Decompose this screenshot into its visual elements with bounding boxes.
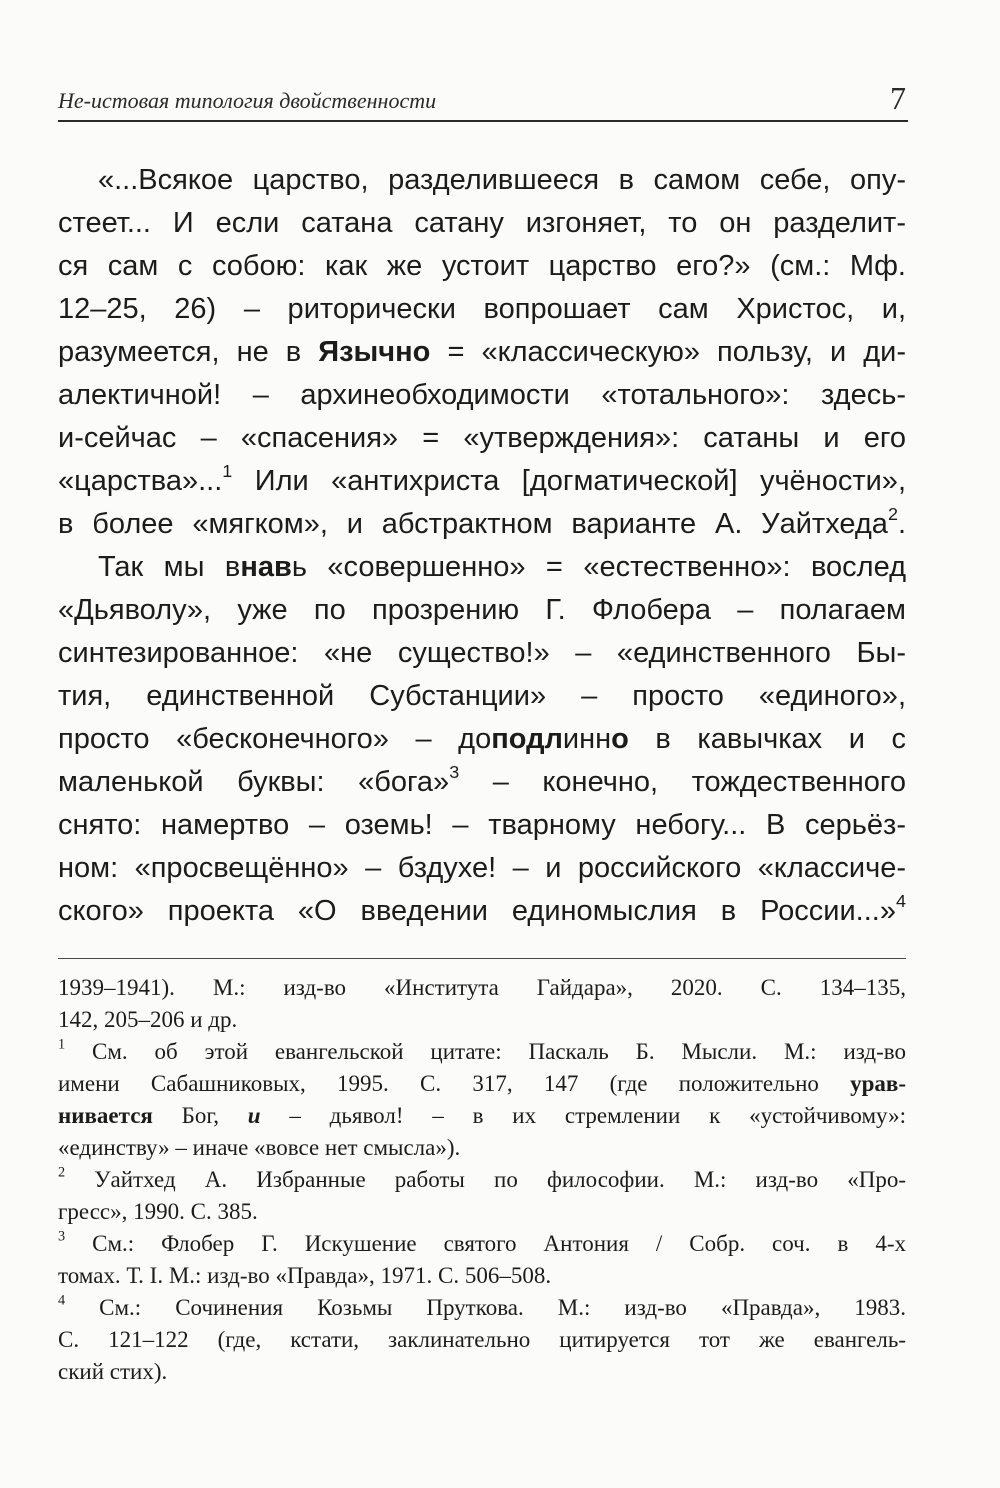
footnote-3-line-2: томах. Т. I. М.: изд-во «Правда», 1971. С. 506–508. xyxy=(58,1263,552,1288)
paragraph-2-line-8: ном: «просвещённо» – бздухе! – и российского «классиче- xyxy=(58,852,906,884)
paragraph-2-line-6: маленькой буквы: «бога»$^3$ – конечно, тождественного xyxy=(58,762,907,798)
paragraph-1-line-2: стеет... И если сатана сатану изгоняет, то он разделит- xyxy=(58,207,906,239)
paragraph-1-line-4: 12–25, 26) – риторически вопрошает сам Христос, и, xyxy=(58,293,906,325)
paragraph-2-line-3: синтезированное: «не существо!» – «единственного Бы- xyxy=(58,637,906,669)
footnote-4-line-2: С. 121–122 (где, кстати, заклинательно цитируется тот же евангель- xyxy=(58,1327,906,1352)
paragraph-1-line-5: разумеется, не в Язычно = «классическую» пользу, и ди- xyxy=(58,336,906,368)
paragraph-2-line-1: Так мы внавь «совершенно» = «естественно»: вослед xyxy=(98,551,906,583)
footnote-3-line-1: $^3$ См.: Флобер Г. Искушение святого Антония / Собр. соч. в 4-х xyxy=(58,1228,906,1256)
footnote-ref-4: 4 xyxy=(896,891,906,912)
bold-emphasis: нивается xyxy=(58,1103,153,1128)
footnote-divider xyxy=(58,958,906,959)
bold-emphasis: Язычно xyxy=(318,336,431,368)
running-header xyxy=(58,80,908,122)
bold-emphasis: нав xyxy=(240,551,292,583)
bold-emphasis: о xyxy=(611,723,629,755)
footnote-marker-1: 1 xyxy=(58,1036,66,1053)
paragraph-2-line-9: ского» проекта «О введении единомыслия в России...»$^4$ xyxy=(58,891,906,927)
footnote-2-line-2: гресс», 1990. С. 385. xyxy=(58,1199,258,1224)
footnote-continuation-line-1: 1939–1941). М.: изд-во «Института Гайдара», 2020. С. 134–135, xyxy=(58,975,906,1000)
paragraph-1-line-8: «царства»...$^1$ Или «антихриста [догматической] учёности», xyxy=(58,461,906,497)
bold-italic-emphasis: и xyxy=(247,1103,261,1128)
footnote-ref-2: 2 xyxy=(887,504,898,525)
footnote-ref-3: 3 xyxy=(449,762,460,783)
footnote-1-line-3: нивается Бог, и – дьявол! – в их стремлении к «устойчивому»: xyxy=(58,1103,906,1128)
paragraph-2-line-4: тия, единственной Субстанции» – просто «единого», xyxy=(58,680,906,712)
footnote-4-line-1: $^4$ См.: Сочинения Козьмы Пруткова. М.: изд-во «Правда», 1983. xyxy=(58,1292,906,1320)
paragraph-1-line-1: «...Всякое царство, разделившееся в самом себе, опу- xyxy=(98,164,906,196)
paragraph-2-line-2: «Дьяволу», уже по прозрению Г. Флобера – полагаем xyxy=(58,594,906,626)
footnote-marker-4: 4 xyxy=(58,1292,66,1309)
paragraph-1-line-3: ся сам с собою: как же устоит царство его?» (см.: Мф. xyxy=(58,250,906,282)
paragraph-2-line-7: снято: намертво – оземь! – тварному небогу... В серьёз- xyxy=(58,809,906,841)
footnote-marker-3: 3 xyxy=(58,1228,66,1245)
paragraph-1-line-7: и-сейчас – «спасения» = «утверждения»: сатаны и его xyxy=(58,422,906,454)
footnote-marker-2: 2 xyxy=(58,1164,66,1181)
bold-emphasis: урав- xyxy=(850,1071,906,1096)
page-number: 7 xyxy=(890,80,906,116)
footnote-1-line-2: имени Сабашниковых, 1995. С. 317, 147 (где положительно урав- xyxy=(58,1071,906,1096)
bold-emphasis: подл xyxy=(491,723,563,755)
paragraph-1-line-6: алектичной! – архинеобходимости «тотального»: здесь- xyxy=(58,379,906,411)
footnote-1-line-1: $^1$ См. об этой евангельской цитате: Паскаль Б. Мысли. М.: изд-во xyxy=(58,1036,906,1064)
footnote-2-line-1: $^2$ Уайтхед А. Избранные работы по философии. М.: изд-во «Про- xyxy=(58,1164,906,1192)
header-title: Не-истовая типология двойственности xyxy=(58,88,437,113)
footnote-ref-1: 1 xyxy=(222,461,233,482)
footnote-continuation-line-2: 142, 205–206 и др. xyxy=(58,1007,238,1032)
footnote-4-line-3: ский стих). xyxy=(58,1359,168,1384)
footnote-1-line-4: «единству» – иначе «вовсе нет смысла»). xyxy=(58,1135,461,1160)
paragraph-1-line-9: в более «мягком», и абстрактном варианте А. Уайтхеда$^2$. xyxy=(58,504,906,540)
paragraph-2-line-5: просто «бесконечного» – доподлинно в кавычках и с xyxy=(58,723,906,755)
